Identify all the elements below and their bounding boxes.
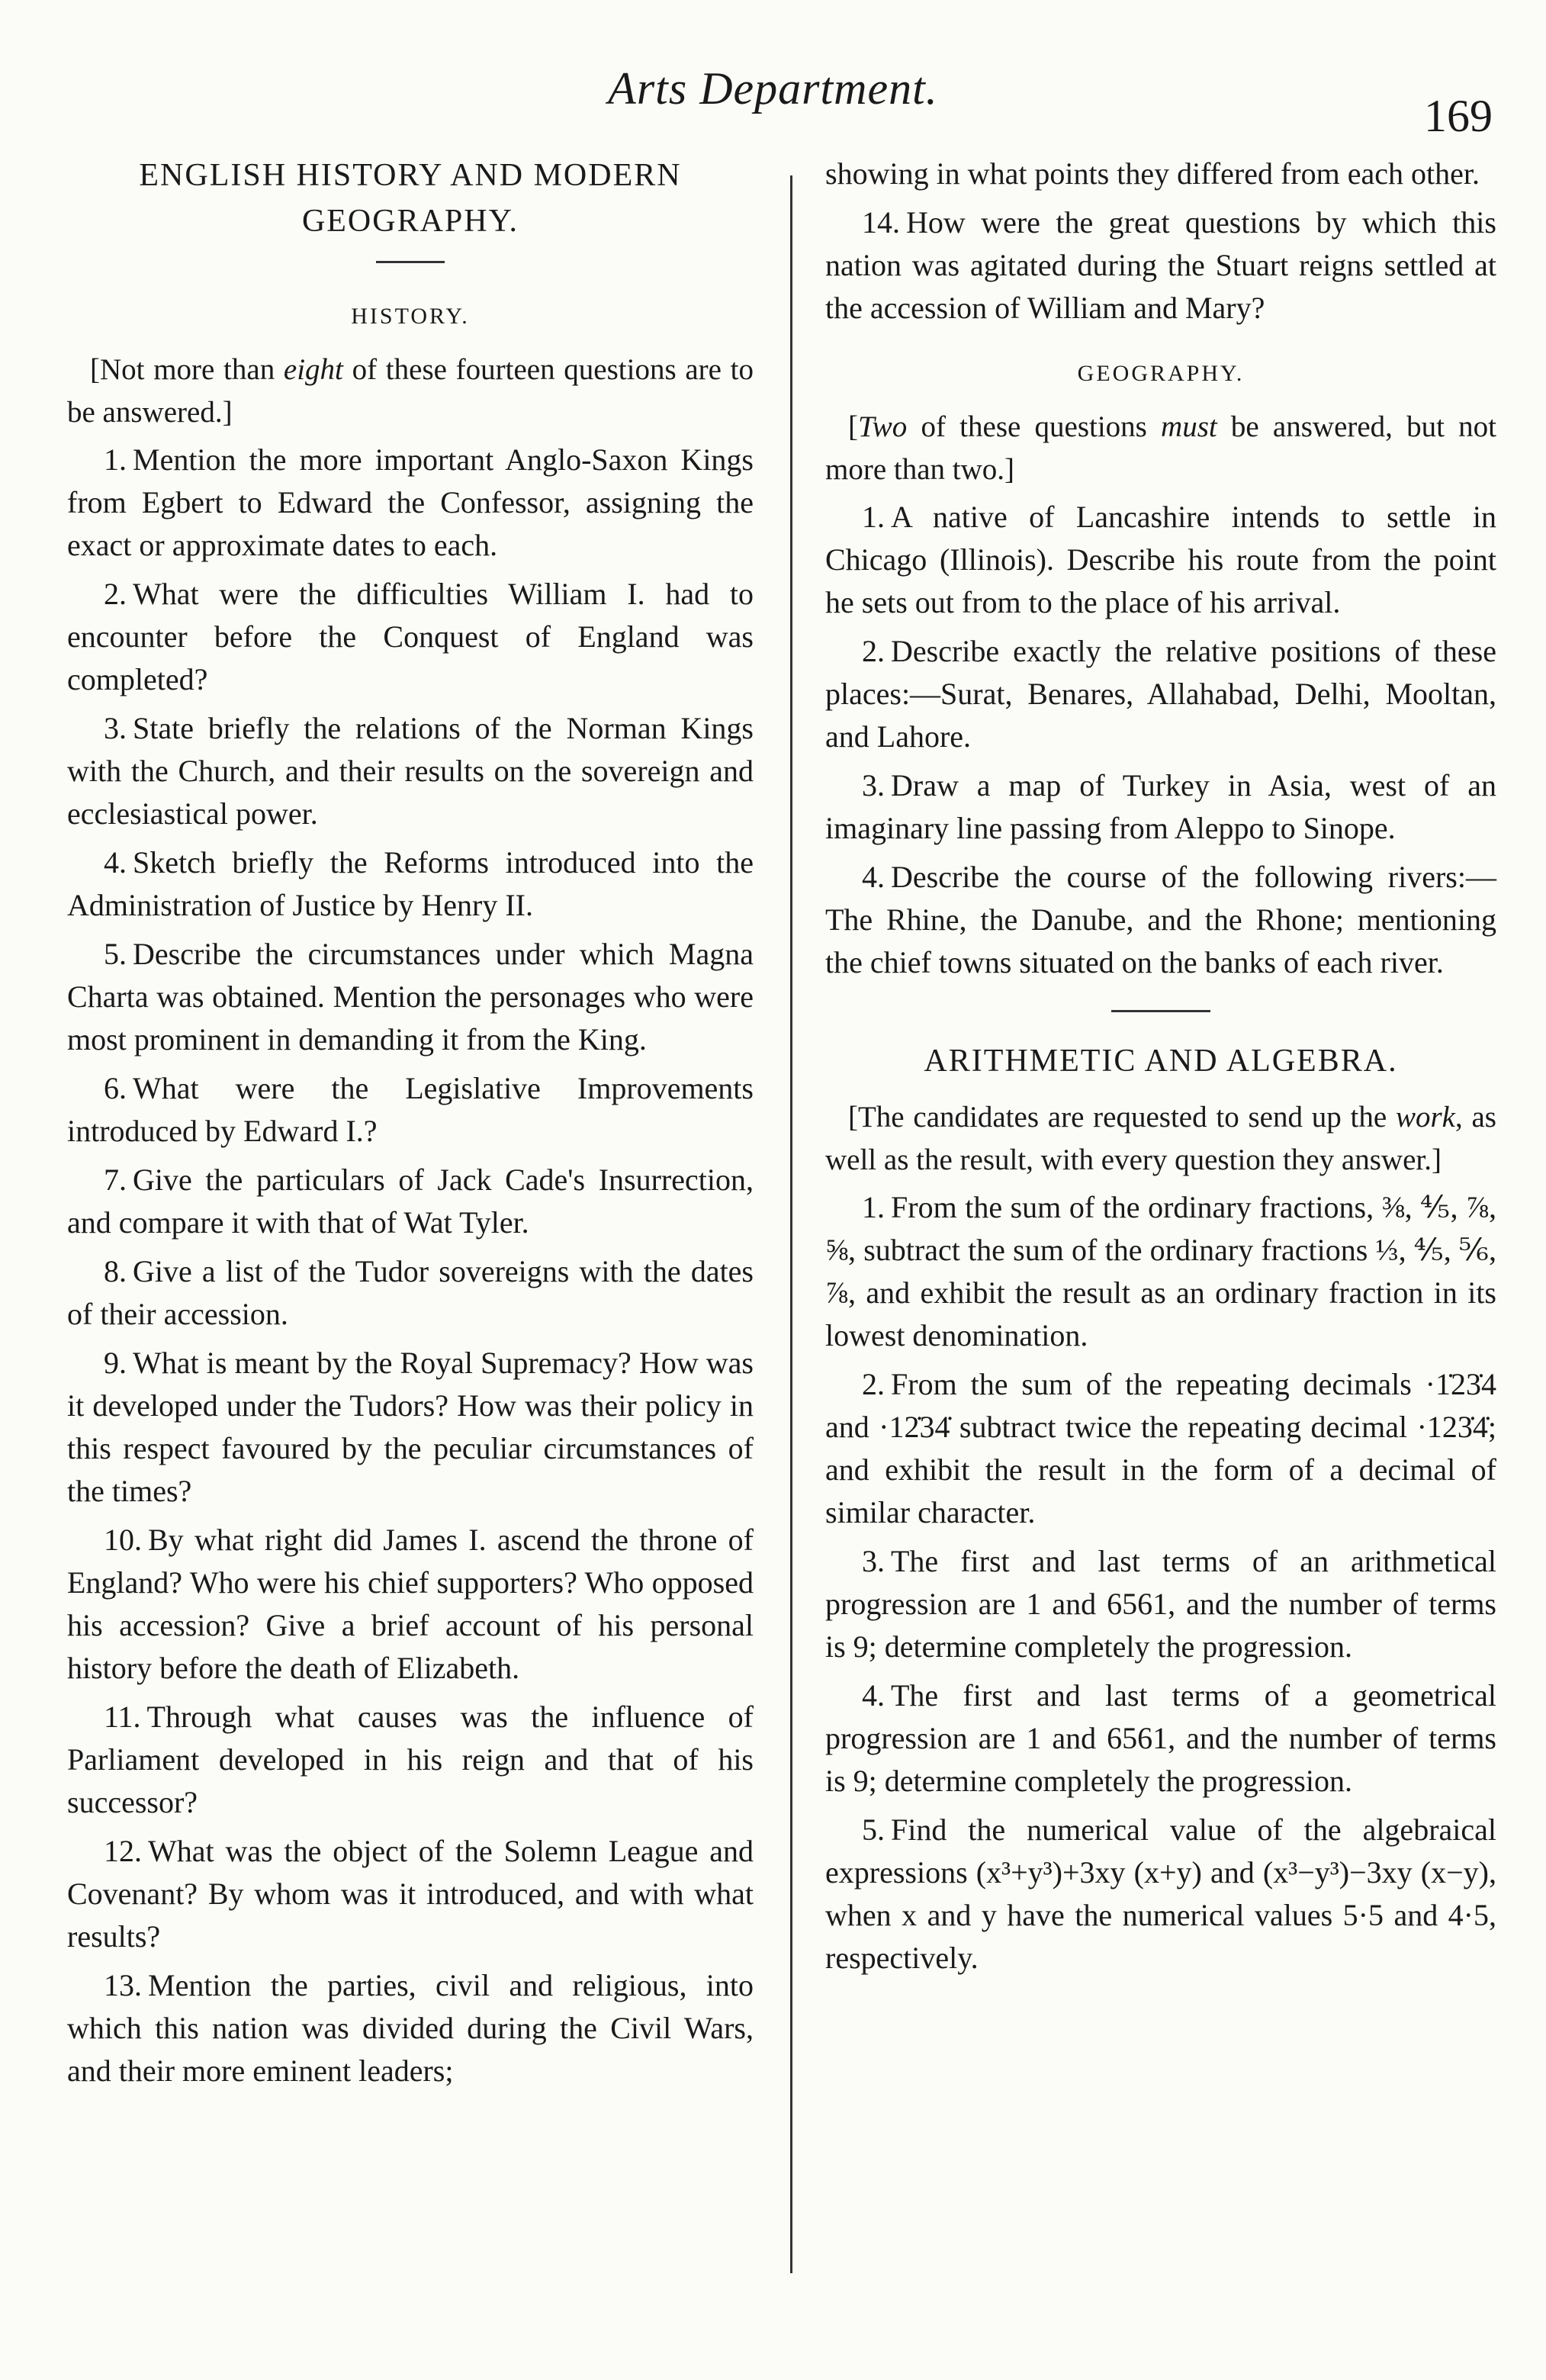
history-question: 4. Sketch briefly the Reforms introduced into the Administration of Justice by Henry II. — [67, 845, 754, 922]
section-title-arithmetic: ARITHMETIC AND ALGEBRA. — [924, 1044, 1398, 1079]
history-question: 10. By what right did James I. ascend the throne of England? Who were his chief supporters? Who opposed his accession? Give a brief account of his personal history before the death of Elizabeth. — [67, 1523, 754, 1685]
running-title: Arts Department. — [608, 63, 938, 114]
history-question: 12. What was the object of the Solemn League and Covenant? By whom was it introduced, and with what results? — [67, 1834, 754, 1954]
geography-question: 3. Draw a map of Turkey in Asia, west of an imaginary line passing from Aleppo to Sinope. — [825, 768, 1496, 845]
history-question: 6. What were the Legislative Improvements introduced by Edward I.? — [67, 1071, 754, 1148]
history-question: 5. Describe the circumstances under which Magna Charta was obtained. Mention the personages who were most prominent in demanding it from the King. — [67, 937, 754, 1057]
arithmetic-instructions: [The candidates are requested to send up the work, as well as the result, with every question they answer.] — [825, 1101, 1496, 1176]
history-instructions: [Not more than eight of these fourteen questions are to be answered.] — [67, 353, 754, 429]
arithmetic-question: 2. From the sum of the repeating decimals ·1̇23̇4 and ·12̇34̇ subtract twice the repeating decimal ·123̇4̇; and exhibit the result in the form of a decimal of similar character. — [825, 1367, 1496, 1529]
geography-question: 2. Describe exactly the relative positions of these places:—Surat, Benares, Allahabad, Delhi, Mooltan, and Lahore. — [825, 634, 1496, 754]
column-divider — [790, 175, 792, 2273]
history-question: 2. What were the difficulties William I. had to encounter before the Conquest of England was completed? — [67, 577, 754, 696]
history-question: 7. Give the particulars of Jack Cade's Insurrection, and compare it with that of Wat Tyler. — [67, 1163, 754, 1240]
arithmetic-question: 5. Find the numerical value of the algebraical expressions (x³+y³)+3xy (x+y) and (x³−y³)−3xy (x−y), when x and y have the numerical values 5·5 and 4·5, respectively. — [825, 1812, 1496, 1975]
geography-question: 4. Describe the course of the following rivers:—The Rhine, the Danube, and the Rhone; mentioning the chief towns situated on the banks of each river. — [825, 860, 1496, 979]
page-number: 169 — [1424, 91, 1493, 141]
history-question: 1. Mention the more important Anglo-Saxon Kings from Egbert to Edward the Confessor, assigning the exact or approximate dates to each. — [67, 442, 754, 562]
geography-question: 1. A native of Lancashire intends to settle in Chicago (Illinois). Describe his route from the point he sets out from to the place of his arrival. — [825, 500, 1496, 619]
left-column — [67, 153, 754, 2099]
subtitle-history: HISTORY. — [351, 304, 470, 329]
history-question-13-continuation: showing in what points they differed from each other. — [825, 156, 1480, 191]
arithmetic-question: 3. The first and last terms of an arithmetical progression are 1 and 6561, and the number of terms is 9; determine completely the progression. — [825, 1544, 1496, 1664]
history-question: 13. Mention the parties, civil and religious, into which this nation was divided during the Civil Wars, and their more eminent leaders; — [67, 1968, 754, 2088]
title-rule — [376, 261, 445, 263]
section-title-history-geography: ENGLISH HISTORY AND MODERN GEOGRAPHY. — [139, 158, 682, 239]
history-question: 8. Give a list of the Tudor sovereigns with the dates of their accession. — [67, 1254, 754, 1331]
subtitle-geography: GEOGRAPHY. — [1077, 361, 1245, 386]
geography-instructions: [Two of these questions must be answered, but not more than two.] — [825, 410, 1496, 486]
history-question: 3. State briefly the relations of the Norman Kings with the Church, and their results on the sovereign and ecclesiastical power. — [67, 711, 754, 831]
history-question: 11. Through what causes was the influence of Parliament developed in his reign and that of his successor? — [67, 1700, 754, 1819]
history-question: 9. What is meant by the Royal Supremacy? How was it developed under the Tudors? How was their policy in this respect favoured by the peculiar circumstances of the times? — [67, 1346, 754, 1508]
right-column — [825, 153, 1496, 1986]
arithmetic-question: 1. From the sum of the ordinary fractions, ⅜, ⅘, ⅞, ⅝, subtract the sum of the ordinary fractions ⅓, ⅘, ⅚, ⅞, and exhibit the result as an ordinary fraction in its lowest denomination. — [825, 1190, 1496, 1352]
arithmetic-question: 4. The first and last terms of a geometrical progression are 1 and 6561, and the number of terms is 9; determine completely the progression. — [825, 1678, 1496, 1798]
section-rule — [1111, 1010, 1210, 1012]
history-question: 14. How were the great questions by which this nation was agitated during the Stuart reigns settled at the accession of William and Mary? — [825, 205, 1496, 325]
